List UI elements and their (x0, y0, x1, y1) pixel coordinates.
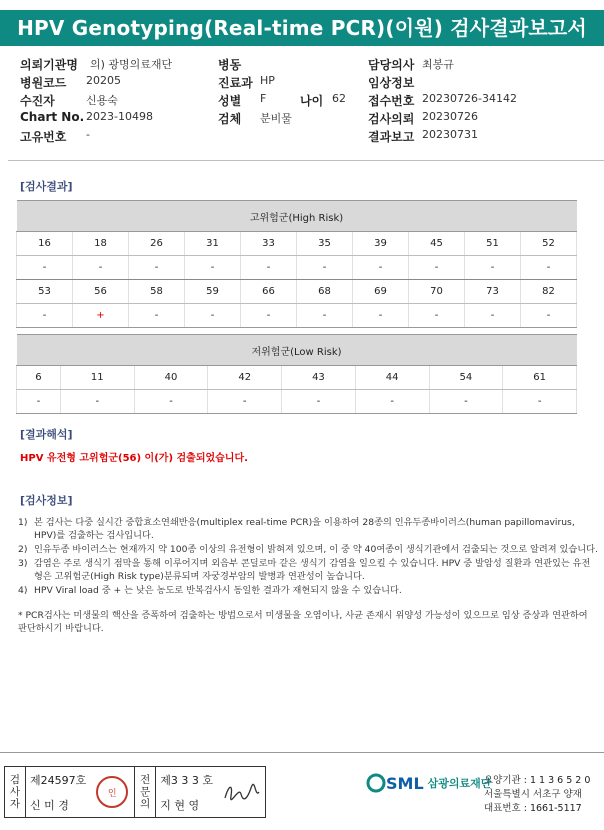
unique-value: - (86, 128, 90, 141)
specimen-value: 분비물 (260, 112, 292, 125)
institution-value: 의) 광명의료재단 (90, 58, 173, 71)
note-item (18, 516, 598, 542)
result-cell: + (73, 304, 129, 328)
interpretation-title: [결과해석] (20, 428, 73, 441)
notes (18, 516, 598, 635)
genotype-cell: 59 (185, 280, 241, 304)
genotype-cell: 11 (60, 366, 134, 390)
footer-divider (0, 752, 604, 753)
genotype-cell: 16 (17, 232, 73, 256)
note-text: 감염은 주로 생식기 점막을 통해 이루어지며 외음부 콘딜로마 같은 생식기 감염을 일으킬 수 있습니다. HPV 중 발암성 질환과 연관있는 유전형은 고위험군(High Risk type)분류되며 자궁경부암의 발병과 연관성이 높습니다. (34, 558, 591, 582)
address-line: 서울특별시 서초구 양재 (484, 789, 582, 800)
genotype-cell: 6 (17, 366, 61, 390)
seal-stamp-icon: 인 (96, 776, 128, 808)
report-value: 20230731 (422, 128, 478, 141)
results-title: [검사결과] (20, 180, 73, 193)
note-text: HPV Viral load 중 + 는 낮은 농도로 반복검사시 동일한 결과가 재현되지 않을 수 있습니다. (34, 585, 402, 596)
result-cell: - (282, 390, 356, 414)
hospital-code-label: 병원코드 (20, 76, 67, 90)
genotype-cell: 26 (129, 232, 185, 256)
logo-icon (366, 773, 386, 793)
result-cell: - (297, 256, 353, 280)
result-cell: - (521, 256, 577, 280)
doctor-value: 최봉규 (422, 58, 454, 71)
note-item (18, 557, 598, 583)
patient-label: 수진자 (20, 94, 55, 108)
genotype-cell: 44 (355, 366, 429, 390)
signature-icon (221, 780, 261, 804)
hospital-code-value: 20205 (86, 74, 121, 87)
genotype-cell: 69 (353, 280, 409, 304)
specialist-license: 제3 3 3 호 (160, 773, 213, 787)
phone-line: 대표번호 : 1661-5117 (484, 803, 582, 814)
divider (8, 160, 604, 161)
request-label: 검사의뢰 (368, 112, 415, 126)
specimen-label: 검체 (218, 112, 242, 126)
genotype-cell: 33 (241, 232, 297, 256)
result-cell: - (134, 390, 208, 414)
receipt-label: 접수번호 (368, 94, 415, 108)
result-cell: - (17, 304, 73, 328)
patient-value: 신용숙 (86, 94, 118, 107)
low-risk-table (16, 334, 577, 414)
genotype-cell: 61 (503, 366, 577, 390)
result-cell: - (521, 304, 577, 328)
ward-label: 병동 (218, 58, 242, 72)
lab-logo (366, 773, 491, 793)
result-cell: - (409, 304, 465, 328)
clinical-label: 임상정보 (368, 76, 415, 90)
genotype-cell: 66 (241, 280, 297, 304)
institution-label: 의뢰기관명 (20, 58, 78, 72)
interpretation-text: HPV 유전형 고위험군(56) 이(가) 검출되었습니다. (20, 453, 248, 464)
genotype-cell: 39 (353, 232, 409, 256)
note-item (18, 543, 598, 556)
dept-label: 진료과 (218, 76, 253, 90)
label-char: 자 (9, 798, 21, 810)
tester-license: 제24597호 (30, 773, 87, 787)
sex-label: 성별 (218, 94, 242, 108)
note-text: 본 검사는 다중 실시간 중합효소연쇄반응(multiplex real-time PCR)을 이용하여 28종의 인유두종바이러스(human papillomavirus, HPV)를 검출하는 검사입니다. (34, 517, 575, 541)
result-cell: - (60, 390, 134, 414)
info-title: [검사정보] (20, 494, 73, 507)
genotype-cell: 51 (465, 232, 521, 256)
genotype-cell: 73 (465, 280, 521, 304)
genotype-cell: 58 (129, 280, 185, 304)
genotype-cell: 52 (521, 232, 577, 256)
result-cell: - (241, 256, 297, 280)
genotype-cell: 70 (409, 280, 465, 304)
result-cell: - (429, 390, 503, 414)
report-label: 결과보고 (368, 130, 415, 144)
genotype-cell: 35 (297, 232, 353, 256)
genotype-cell: 42 (208, 366, 282, 390)
genotype-cell: 43 (282, 366, 356, 390)
genotype-cell: 18 (73, 232, 129, 256)
specialist-label (134, 767, 156, 817)
chart-value: 2023-10498 (86, 110, 153, 123)
unique-label: 고유번호 (20, 130, 67, 144)
result-cell: - (129, 304, 185, 328)
result-cell: - (297, 304, 353, 328)
result-cell: - (503, 390, 577, 414)
lab-name: 삼광의료재단 (427, 777, 492, 790)
logo-mark: SML (386, 773, 424, 793)
note-number: 4) (18, 585, 28, 596)
note-number: 3) (18, 558, 28, 569)
result-cell: - (17, 256, 73, 280)
result-cell: - (353, 304, 409, 328)
tester-label (5, 767, 26, 817)
high-risk-header: 고위험군(High Risk) (17, 201, 577, 232)
label-char: 전 (140, 774, 151, 786)
note-item (18, 584, 598, 597)
genotype-cell: 68 (297, 280, 353, 304)
genotype-cell: 54 (429, 366, 503, 390)
request-value: 20230726 (422, 110, 478, 123)
age-value: 62 (332, 92, 346, 105)
low-risk-header: 저위험군(Low Risk) (17, 335, 577, 366)
agency-line: 요양기관 : 1 1 3 6 5 2 0 (484, 775, 591, 786)
genotype-cell: 31 (185, 232, 241, 256)
genotype-cell: 40 (134, 366, 208, 390)
result-cell: - (17, 390, 61, 414)
note-number: 2) (18, 544, 28, 555)
result-cell: - (241, 304, 297, 328)
note-text: 인유두종 바이러스는 현재까지 약 100종 이상의 유전형이 밝혀져 있으며, 이 중 약 40여종이 생식기관에서 검출되는 것으로 알려져 있습니다. (34, 544, 598, 555)
result-cell: - (465, 304, 521, 328)
label-char: 검 (9, 774, 21, 786)
lab-contact (484, 774, 590, 816)
genotype-cell: 56 (73, 280, 129, 304)
tester-name: 신 미 경 (30, 798, 69, 812)
result-cell: - (185, 256, 241, 280)
sex-value: F (260, 92, 267, 105)
note-number: 1) (18, 517, 28, 528)
result-cell: - (185, 304, 241, 328)
high-risk-table (16, 200, 577, 328)
signature-block (4, 766, 266, 818)
dept-value: HP (260, 74, 275, 87)
result-cell: - (129, 256, 185, 280)
footnote: * PCR검사는 미생물의 핵산을 증폭하여 검출하는 방법으로서 미생물을 오염이나, 사균 존재시 위양성 가능성이 있으므로 임상 증상과 연관하여 판단하시기 바랍니다. (18, 610, 588, 634)
report-title: HPV Genotyping(Real-time PCR)(이원) 검사결과보고서 (0, 10, 604, 46)
result-cell: - (73, 256, 129, 280)
genotype-cell: 53 (17, 280, 73, 304)
genotype-cell: 45 (409, 232, 465, 256)
specialist-name: 지 현 영 (160, 798, 200, 812)
patient-info (20, 56, 600, 146)
result-cell: - (465, 256, 521, 280)
label-char: 문 (140, 786, 151, 798)
label-char: 의 (140, 798, 151, 810)
result-cell: - (208, 390, 282, 414)
genotype-cell: 82 (521, 280, 577, 304)
result-cell: - (353, 256, 409, 280)
result-cell: - (409, 256, 465, 280)
chart-label: Chart No. (20, 110, 85, 124)
result-cell: - (355, 390, 429, 414)
label-char: 사 (9, 786, 21, 798)
age-label: 나이 (300, 94, 324, 108)
receipt-value: 20230726-34142 (422, 92, 517, 105)
doctor-label: 담당의사 (368, 58, 415, 72)
